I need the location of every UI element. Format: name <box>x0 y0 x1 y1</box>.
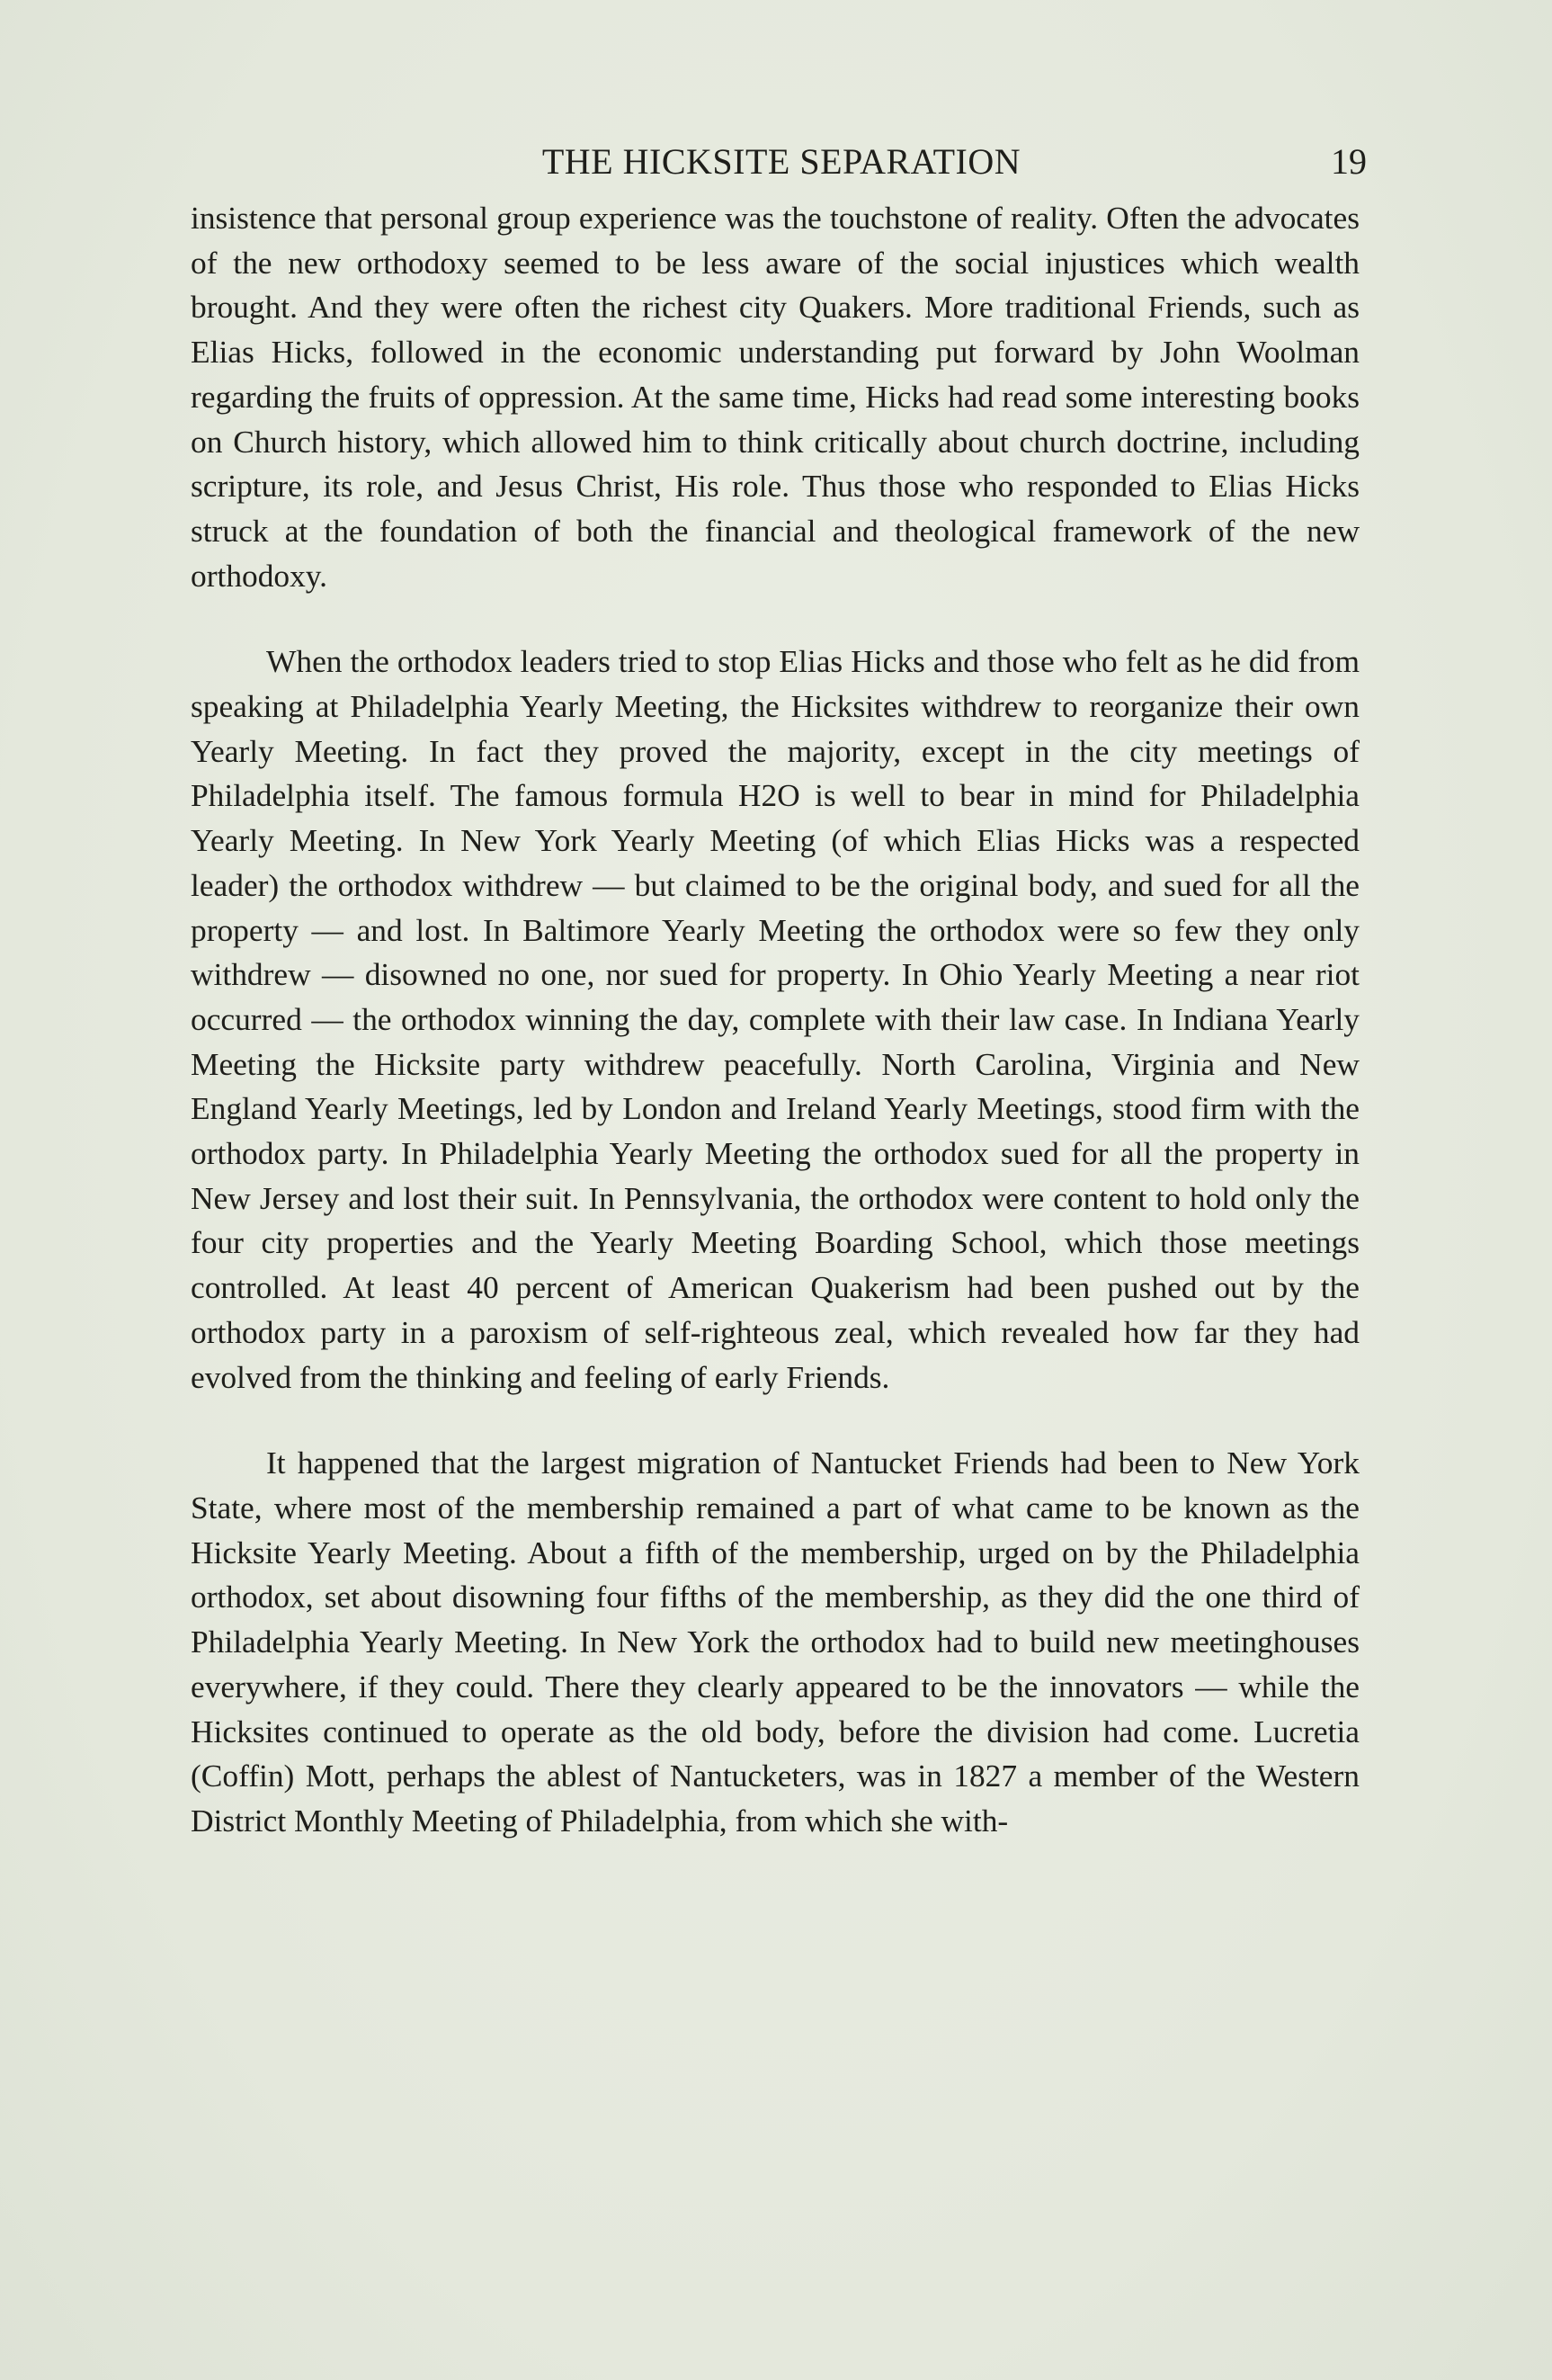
paragraph-nantucket-friends: It happened that the largest migration of Nantucket Friends had been to New York State, where most of the membership remained a part of what came to be known as the Hicksite Yearly Meeting. About a fifth of the membership, urged on by the Philadelphia orthodox, set about disowning four fifths of the membership, as they did the one third of Philadelphia Yearly Meeting. In New York the orthodox had to build new meetinghouses everywhere, if they could. There they clearly appeared to be the innovators — while the Hicksites continued to operate as the old body, before the division had come. Lucretia (Coffin) Mott, perhaps the ablest of Nantucketers, was in 1827 a member of the Western District Monthly Meeting of Philadelphia, from which she with- <box>191 1445 1360 1839</box>
body-text <box>191 196 1360 1844</box>
paragraph-continuation: insistence that personal group experience was the touchstone of reality. Often the advocates of the new orthodoxy seemed to be less aware of the social injustices which wealth brought. And they were often the richest city Quakers. More traditional Friends, such as Elias Hicks, followed in the economic understanding put forward by John Woolman regarding the fruits of oppression. At the same time, Hicks had read some interesting books on Church history, which allowed him to think critically about church doctrine, including scripture, its role, and Jesus Christ, His role. Thus those who responded to Elias Hicks struck at the foundation of both the financial and theological framework of the new orthodoxy. <box>191 200 1360 594</box>
running-title: THE HICKSITE SEPARATION <box>541 141 1021 182</box>
running-header <box>196 135 1367 189</box>
paragraph-separation-events: When the orthodox leaders tried to stop Elias Hicks and those who felt as he did from speaking at Philadelphia Yearly Meeting, the Hicksites withdrew to reorganize their own Yearly Meeting. In fact they proved the majority, except in the city meetings of Philadelphia itself. The famous formula H2O is well to bear in mind for Philadelphia Yearly Meeting. In New York Yearly Meeting (of which Elias Hicks was a respected leader) the orthodox withdrew — but claimed to be the original body, and sued for all the property — and lost. In Baltimore Yearly Meeting the orthodox were so few they only withdrew — disowned no one, nor sued for property. In Ohio Yearly Meeting a near riot occurred — the orthodox winning the day, complete with their law case. In Indiana Yearly Meeting the Hicksite party withdrew peacefully. North Carolina, Virginia and New England Yearly Meetings, led by London and Ireland Yearly Meetings, stood firm with the orthodox party. In Philadelphia Yearly Meeting the orthodox sued for all the property in New Jersey and lost their suit. In Pennsylvania, the orthodox were content to hold only the four city properties and the Yearly Meeting Boarding School, which those meetings controlled. At least 40 percent of American Quakerism had been pushed out by the orthodox party in a paroxism of self-righteous zeal, which revealed how far they had evolved from the thinking and feeling of early Friends. <box>191 643 1360 1395</box>
page-number: 19 <box>1331 141 1367 182</box>
